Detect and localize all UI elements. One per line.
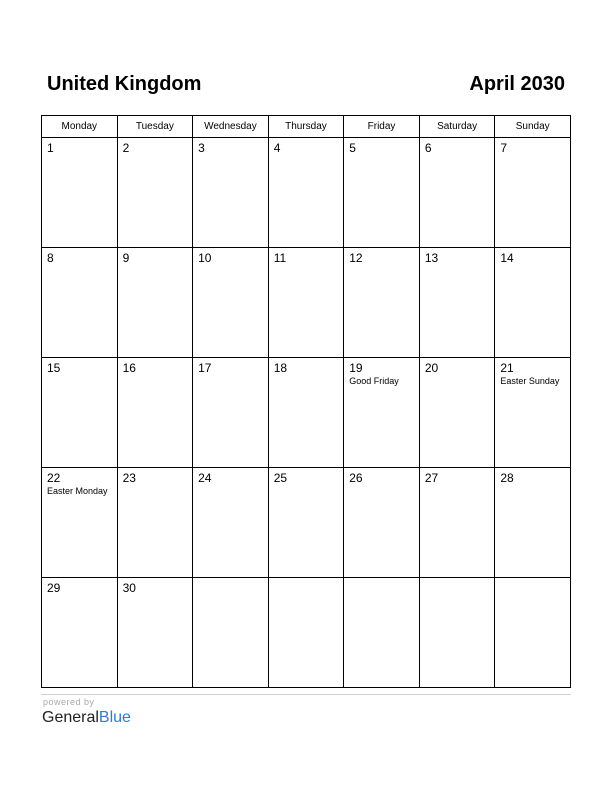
weekday-sunday: Sunday xyxy=(495,116,571,138)
day-number: 28 xyxy=(500,471,514,485)
day-number: 24 xyxy=(198,471,212,485)
day-number: 6 xyxy=(424,141,432,155)
day-number xyxy=(269,578,344,581)
calendar-day-cell xyxy=(193,468,269,578)
day-number: 19 xyxy=(349,361,363,375)
calendar-grid xyxy=(41,115,571,688)
calendar-day-cell xyxy=(344,248,420,358)
day-number: 8 xyxy=(47,251,54,265)
day-number: 15 xyxy=(47,361,61,375)
powered-by-text: powered by xyxy=(43,697,95,707)
calendar-day-cell xyxy=(344,468,420,578)
weekday-saturday: Saturday xyxy=(419,116,495,138)
calendar-day-cell xyxy=(193,358,269,468)
day-number: 9 xyxy=(122,251,130,265)
day-number: 5 xyxy=(349,141,356,155)
weekday-monday: Monday xyxy=(42,116,118,138)
calendar-week-row xyxy=(42,138,571,248)
brand-part-general: General xyxy=(42,709,99,726)
weekday-tuesday: Tuesday xyxy=(117,116,193,138)
day-number: 17 xyxy=(198,361,212,375)
calendar-day-cell xyxy=(268,578,344,688)
month-year-title: April 2030 xyxy=(469,73,565,95)
day-number: 16 xyxy=(122,361,136,375)
day-number: 27 xyxy=(424,471,439,485)
day-number: 11 xyxy=(273,251,287,265)
calendar-day-cell xyxy=(42,248,118,358)
calendar-day-cell xyxy=(344,358,420,468)
day-number: 7 xyxy=(500,141,508,155)
calendar-day-cell xyxy=(495,138,571,248)
calendar-day-cell xyxy=(419,138,495,248)
day-number: 13 xyxy=(424,251,439,265)
calendar-week-row xyxy=(42,578,571,688)
calendar-day-cell xyxy=(419,578,495,688)
calendar-day-cell xyxy=(117,468,193,578)
day-number xyxy=(495,578,570,581)
country-title: United Kingdom xyxy=(47,73,202,95)
calendar-day-cell xyxy=(193,578,269,688)
calendar-day-cell xyxy=(495,248,571,358)
day-number: 23 xyxy=(122,471,136,485)
calendar-day-cell xyxy=(419,468,495,578)
calendar-day-cell xyxy=(117,578,193,688)
day-number: 14 xyxy=(500,251,514,265)
calendar-day-cell xyxy=(419,358,495,468)
calendar-day-cell xyxy=(495,578,571,688)
weekday-thursday: Thursday xyxy=(268,116,344,138)
calendar-day-cell xyxy=(193,248,269,358)
holiday-label: Easter Monday xyxy=(47,486,108,496)
holiday-label: Good Friday xyxy=(349,376,399,386)
day-number: 2 xyxy=(122,141,130,155)
day-number: 21 xyxy=(500,361,514,375)
day-number: 25 xyxy=(273,471,288,485)
day-number: 12 xyxy=(349,251,363,265)
weekday-wednesday: Wednesday xyxy=(193,116,269,138)
calendar-day-cell xyxy=(117,248,193,358)
brand-part-blue: Blue xyxy=(98,709,131,726)
calendar-day-cell xyxy=(268,248,344,358)
calendar-day-cell xyxy=(193,138,269,248)
day-number: 3 xyxy=(198,141,205,155)
calendar-day-cell xyxy=(268,138,344,248)
calendar-day-cell xyxy=(495,358,571,468)
footer-divider xyxy=(41,694,571,695)
day-number: 1 xyxy=(47,141,54,155)
weekday-header-row xyxy=(42,116,571,138)
calendar-day-cell xyxy=(42,358,118,468)
day-number xyxy=(420,578,495,581)
calendar-day-cell xyxy=(42,468,118,578)
day-number: 30 xyxy=(122,581,136,595)
calendar-week-row xyxy=(42,248,571,358)
day-number: 10 xyxy=(198,251,212,265)
day-number: 29 xyxy=(47,581,61,595)
weekday-friday: Friday xyxy=(344,116,420,138)
day-number: 22 xyxy=(47,471,61,485)
calendar-day-cell xyxy=(495,468,571,578)
calendar-day-cell xyxy=(344,578,420,688)
calendar-day-cell xyxy=(268,358,344,468)
calendar-day-cell xyxy=(344,138,420,248)
generalblue-logo[interactable] xyxy=(42,709,131,727)
calendar-day-cell xyxy=(42,138,118,248)
calendar-day-cell xyxy=(117,358,193,468)
day-number: 20 xyxy=(424,361,439,375)
calendar-day-cell xyxy=(419,248,495,358)
calendar-week-row xyxy=(42,358,571,468)
day-number: 18 xyxy=(273,361,288,375)
calendar-day-cell xyxy=(268,468,344,578)
calendar-day-cell xyxy=(42,578,118,688)
day-number: 4 xyxy=(273,141,281,155)
holiday-label: Easter Sunday xyxy=(500,376,560,386)
day-number xyxy=(193,578,268,581)
day-number: 26 xyxy=(349,471,363,485)
calendar-week-row xyxy=(42,468,571,578)
day-number xyxy=(344,578,419,581)
calendar-day-cell xyxy=(117,138,193,248)
